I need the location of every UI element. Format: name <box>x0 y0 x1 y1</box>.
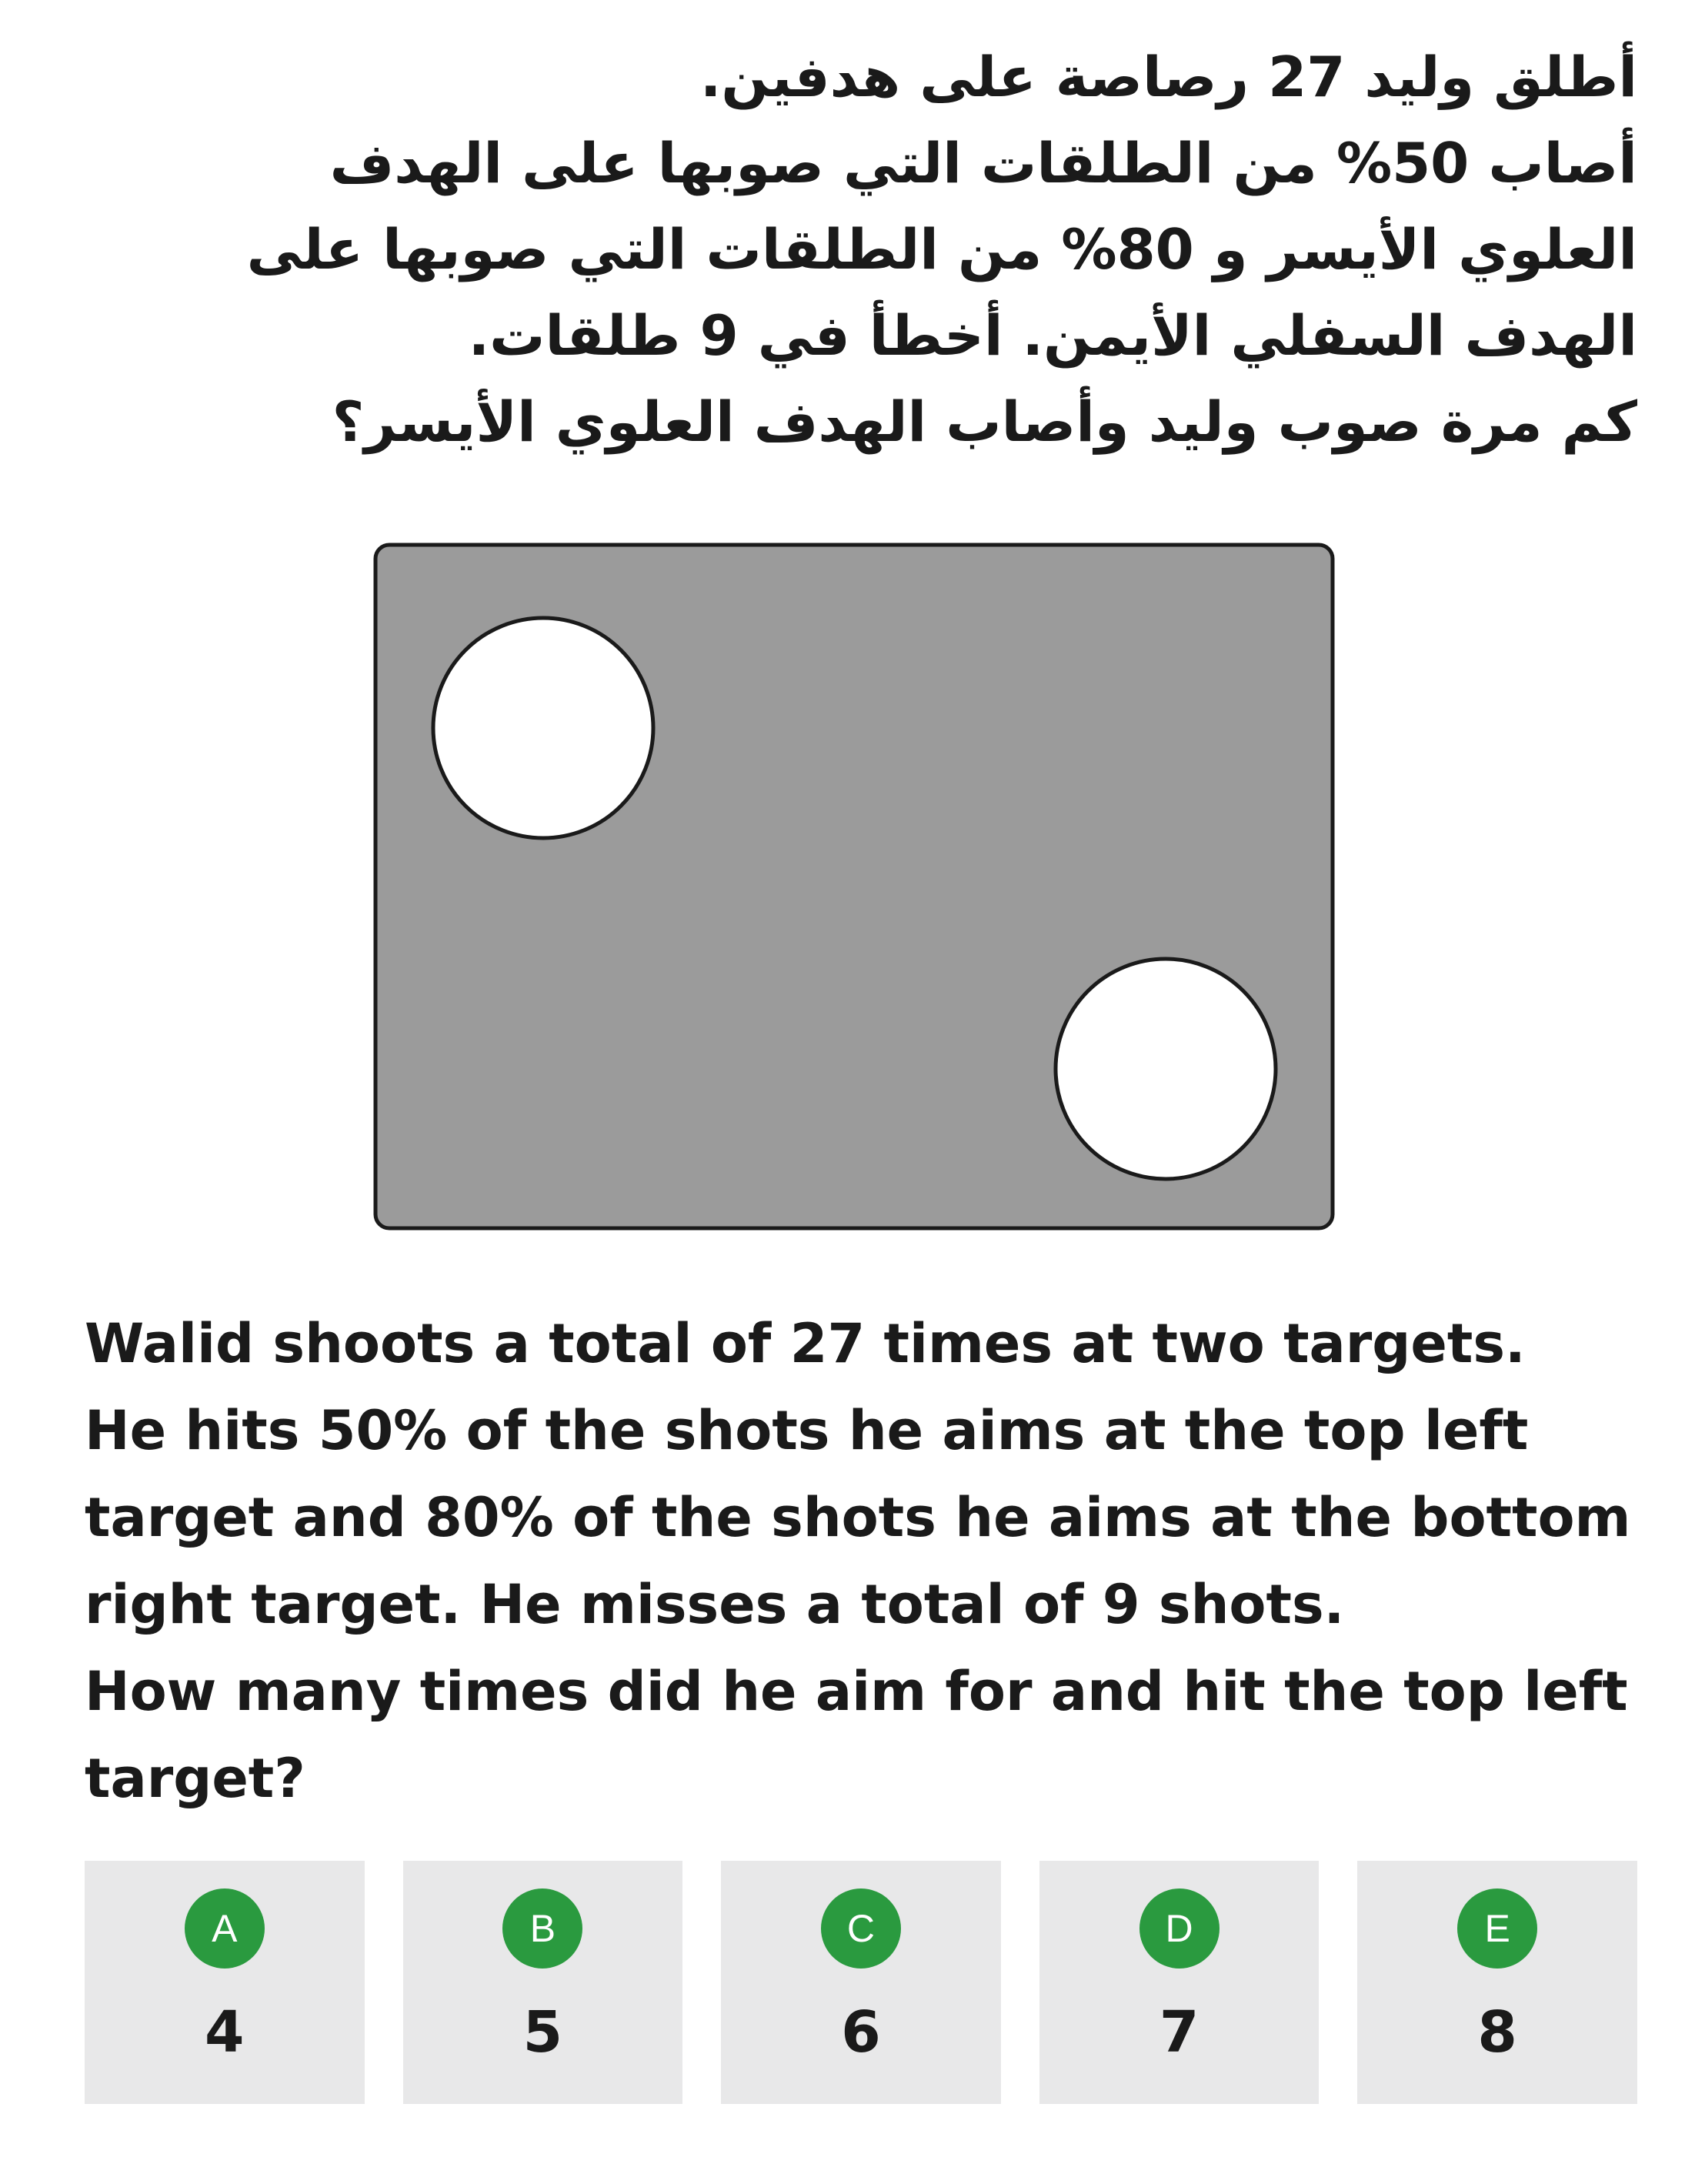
question-english-line: He hits 50% of the shots he aims at the top left <box>85 1399 1529 1462</box>
targets-illustration <box>372 542 1336 1231</box>
question-english-line: target? <box>85 1747 305 1810</box>
option-b[interactable] <box>403 1861 683 2104</box>
option-c[interactable] <box>721 1861 1001 2104</box>
question-english-line: right target. He misses a total of 9 shots. <box>85 1573 1345 1636</box>
question-arabic-line: أصاب 50% من الطلقات التي صوبها على الهدف <box>329 131 1637 195</box>
option-letter-badge: A <box>185 1888 265 1969</box>
question-arabic-line: كم مرة صوب وليد وأصاب الهدف العلوي الأيسر؟ <box>332 389 1637 454</box>
option-value: 5 <box>522 1999 563 2065</box>
question-english <box>85 1301 1654 1822</box>
question-english-line: Walid shoots a total of 27 times at two targets. <box>85 1312 1526 1375</box>
option-letter-badge: D <box>1139 1888 1220 1969</box>
question-arabic-line: أطلق وليد 27 رصاصة على هدفين. <box>700 45 1637 109</box>
bottom-right-target <box>1056 959 1276 1179</box>
option-value: 6 <box>841 1999 881 2065</box>
option-value: 8 <box>1477 1999 1517 2065</box>
question-arabic <box>123 34 1637 465</box>
option-d[interactable] <box>1039 1861 1320 2104</box>
option-letter-badge: C <box>821 1888 901 1969</box>
answer-options <box>85 1861 1637 2104</box>
question-arabic-line: العلوي الأيسر و 80% من الطلقات التي صوبها على <box>246 217 1637 282</box>
option-value: 7 <box>1159 1999 1200 2065</box>
top-left-target <box>433 618 653 838</box>
option-e[interactable] <box>1357 1861 1637 2104</box>
question-english-line: target and 80% of the shots he aims at the bottom <box>85 1486 1631 1549</box>
question-arabic-line: الهدف السفلي الأيمن. أخطأ في 9 طلقات. <box>468 303 1637 368</box>
option-letter-badge: E <box>1457 1888 1537 1969</box>
option-value: 4 <box>205 1999 245 2065</box>
option-letter-badge: B <box>502 1888 582 1969</box>
targets-figure <box>372 542 1336 1231</box>
option-a[interactable] <box>85 1861 365 2104</box>
question-english-line: How many times did he aim for and hit the top left <box>85 1660 1628 1723</box>
